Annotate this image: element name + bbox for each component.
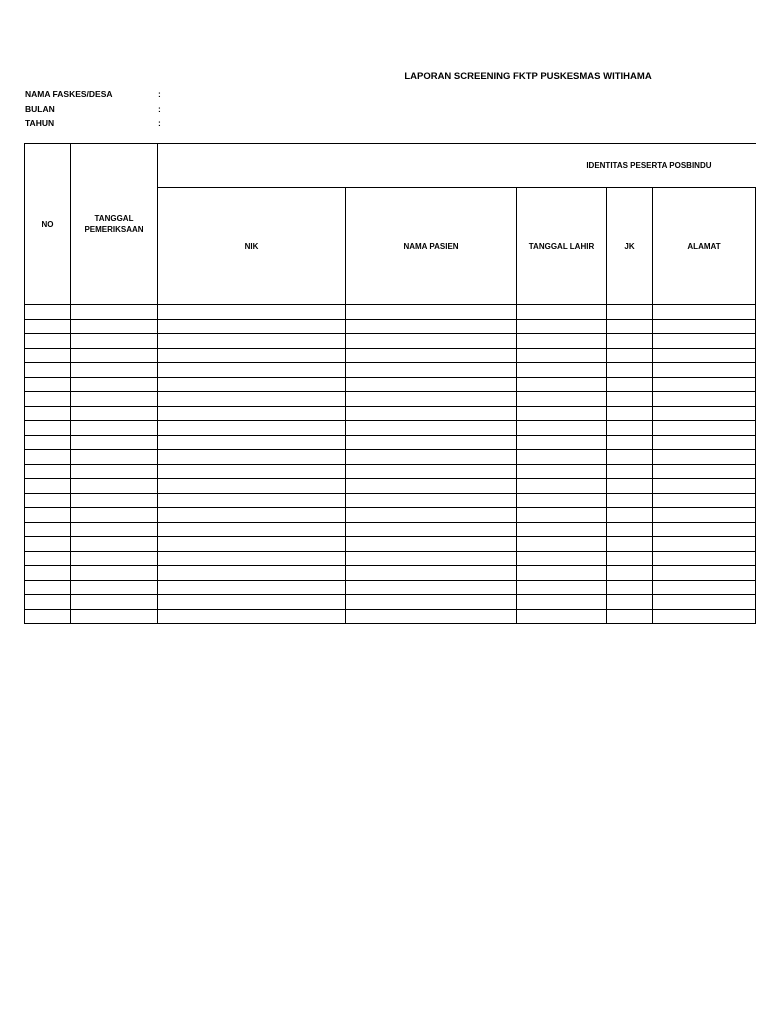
table-row <box>25 479 756 494</box>
cell-tanggal-lahir <box>517 392 607 407</box>
table-row <box>25 551 756 566</box>
table-body <box>25 305 756 624</box>
cell-tanggal-lahir <box>517 377 607 392</box>
table-row <box>25 377 756 392</box>
table-row <box>25 493 756 508</box>
cell-nama-pasien <box>346 566 517 581</box>
cell-no <box>25 464 71 479</box>
cell-no <box>25 551 71 566</box>
cell-jk <box>607 392 653 407</box>
cell-tanggal-pemeriksaan <box>71 305 158 320</box>
cell-jk <box>607 580 653 595</box>
cell-jk <box>607 464 653 479</box>
cell-tanggal-pemeriksaan <box>71 421 158 436</box>
cell-alamat <box>653 464 756 479</box>
cell-alamat <box>653 479 756 494</box>
cell-nama-pasien <box>346 595 517 610</box>
meta-colon: : <box>158 118 161 128</box>
report-title: LAPORAN SCREENING FKTP PUSKESMAS WITIHAMA <box>404 71 652 82</box>
cell-tanggal-lahir <box>517 319 607 334</box>
cell-tanggal-lahir <box>517 450 607 465</box>
cell-jk <box>607 493 653 508</box>
cell-tanggal-lahir <box>517 566 607 581</box>
cell-tanggal-lahir <box>517 421 607 436</box>
cell-jk <box>607 479 653 494</box>
cell-tanggal-pemeriksaan <box>71 522 158 537</box>
cell-tanggal-lahir <box>517 537 607 552</box>
cell-nama-pasien <box>346 334 517 349</box>
cell-no <box>25 319 71 334</box>
cell-no <box>25 377 71 392</box>
cell-tanggal-lahir <box>517 595 607 610</box>
cell-nik <box>158 580 346 595</box>
table-row <box>25 406 756 421</box>
cell-jk <box>607 450 653 465</box>
table-row <box>25 363 756 378</box>
cell-no <box>25 435 71 450</box>
cell-nik <box>158 464 346 479</box>
cell-nama-pasien <box>346 363 517 378</box>
meta-row-tahun <box>25 116 161 131</box>
cell-tanggal-lahir <box>517 348 607 363</box>
header-alamat: ALAMAT <box>653 188 756 305</box>
cell-nama-pasien <box>346 580 517 595</box>
table-row <box>25 305 756 320</box>
cell-tanggal-lahir <box>517 609 607 624</box>
cell-jk <box>607 421 653 436</box>
table-row <box>25 508 756 523</box>
table-row <box>25 348 756 363</box>
cell-alamat <box>653 377 756 392</box>
cell-alamat <box>653 522 756 537</box>
cell-jk <box>607 566 653 581</box>
cell-tanggal-pemeriksaan <box>71 450 158 465</box>
cell-nik <box>158 377 346 392</box>
cell-jk <box>607 508 653 523</box>
table-row <box>25 392 756 407</box>
cell-nama-pasien <box>346 319 517 334</box>
cell-alamat <box>653 508 756 523</box>
cell-no <box>25 406 71 421</box>
table-row <box>25 435 756 450</box>
cell-jk <box>607 609 653 624</box>
cell-alamat <box>653 609 756 624</box>
cell-tanggal-lahir <box>517 551 607 566</box>
cell-nama-pasien <box>346 348 517 363</box>
meta-label-tahun: TAHUN <box>25 118 55 128</box>
cell-nik <box>158 348 346 363</box>
table-row <box>25 464 756 479</box>
cell-nama-pasien <box>346 609 517 624</box>
cell-jk <box>607 377 653 392</box>
cell-nik <box>158 421 346 436</box>
cell-no <box>25 566 71 581</box>
cell-jk <box>607 435 653 450</box>
table-row <box>25 609 756 624</box>
cell-tanggal-lahir <box>517 493 607 508</box>
cell-tanggal-pemeriksaan <box>71 377 158 392</box>
cell-nik <box>158 493 346 508</box>
cell-alamat <box>653 435 756 450</box>
header-tanggal-pemeriksaan <box>71 144 158 305</box>
header-nama-pasien: NAMA PASIEN <box>346 188 517 305</box>
cell-nama-pasien <box>346 508 517 523</box>
cell-alamat <box>653 348 756 363</box>
meta-colon: : <box>158 103 161 114</box>
cell-tanggal-pemeriksaan <box>71 406 158 421</box>
cell-jk <box>607 595 653 610</box>
cell-alamat <box>653 493 756 508</box>
cell-jk <box>607 305 653 320</box>
cell-nama-pasien <box>346 435 517 450</box>
cell-tanggal-pemeriksaan <box>71 319 158 334</box>
cell-nama-pasien <box>346 392 517 407</box>
cell-tanggal-lahir <box>517 464 607 479</box>
cell-nik <box>158 508 346 523</box>
cell-jk <box>607 348 653 363</box>
cell-alamat <box>653 421 756 436</box>
cell-tanggal-pemeriksaan <box>71 595 158 610</box>
cell-tanggal-pemeriksaan <box>71 537 158 552</box>
meta-label-faskes: NAMA FASKES/DESA <box>25 89 113 99</box>
cell-tanggal-lahir <box>517 406 607 421</box>
cell-nik <box>158 305 346 320</box>
cell-alamat <box>653 566 756 581</box>
cell-no <box>25 479 71 494</box>
cell-jk <box>607 319 653 334</box>
table-row <box>25 319 756 334</box>
header-identitas-group: IDENTITAS PESERTA POSBINDU <box>158 144 756 188</box>
cell-no <box>25 450 71 465</box>
table-row <box>25 595 756 610</box>
cell-jk <box>607 537 653 552</box>
header-no: NO <box>25 144 71 305</box>
cell-alamat <box>653 595 756 610</box>
cell-no <box>25 595 71 610</box>
cell-tanggal-pemeriksaan <box>71 348 158 363</box>
cell-no <box>25 305 71 320</box>
cell-tanggal-lahir <box>517 479 607 494</box>
cell-alamat <box>653 406 756 421</box>
cell-alamat <box>653 392 756 407</box>
table-row <box>25 566 756 581</box>
cell-alamat <box>653 305 756 320</box>
cell-nama-pasien <box>346 493 517 508</box>
cell-jk <box>607 551 653 566</box>
cell-no <box>25 580 71 595</box>
cell-tanggal-pemeriksaan <box>71 392 158 407</box>
cell-nik <box>158 363 346 378</box>
cell-nik <box>158 319 346 334</box>
meta-row-bulan <box>25 102 161 117</box>
cell-tanggal-pemeriksaan <box>71 551 158 566</box>
cell-nik <box>158 450 346 465</box>
cell-jk <box>607 334 653 349</box>
cell-nama-pasien <box>346 305 517 320</box>
table-row <box>25 580 756 595</box>
cell-nik <box>158 566 346 581</box>
meta-row-faskes <box>25 87 161 102</box>
cell-nik <box>158 522 346 537</box>
header-row-group <box>25 144 756 188</box>
header-tanggal-line1: TANGGAL <box>94 214 134 223</box>
cell-nik <box>158 609 346 624</box>
cell-nama-pasien <box>346 537 517 552</box>
table-row <box>25 334 756 349</box>
cell-tanggal-pemeriksaan <box>71 479 158 494</box>
header-tanggal-line2: PEMERIKSAAN <box>84 225 144 234</box>
cell-no <box>25 537 71 552</box>
cell-tanggal-lahir <box>517 522 607 537</box>
meta-label-bulan: BULAN <box>25 103 55 114</box>
cell-tanggal-lahir <box>517 580 607 595</box>
cell-nama-pasien <box>346 421 517 436</box>
cell-nama-pasien <box>346 522 517 537</box>
cell-tanggal-pemeriksaan <box>71 580 158 595</box>
cell-nik <box>158 551 346 566</box>
cell-jk <box>607 363 653 378</box>
cell-nik <box>158 435 346 450</box>
cell-alamat <box>653 551 756 566</box>
cell-alamat <box>653 319 756 334</box>
cell-tanggal-lahir <box>517 334 607 349</box>
header-jk: JK <box>607 188 653 305</box>
cell-alamat <box>653 537 756 552</box>
cell-nik <box>158 479 346 494</box>
cell-alamat <box>653 450 756 465</box>
cell-nama-pasien <box>346 377 517 392</box>
header-nik: NIK <box>158 188 346 305</box>
cell-tanggal-pemeriksaan <box>71 609 158 624</box>
cell-no <box>25 334 71 349</box>
cell-no <box>25 392 71 407</box>
cell-tanggal-pemeriksaan <box>71 363 158 378</box>
cell-no <box>25 348 71 363</box>
meta-colon: : <box>158 89 161 99</box>
cell-no <box>25 522 71 537</box>
cell-nama-pasien <box>346 551 517 566</box>
cell-tanggal-pemeriksaan <box>71 566 158 581</box>
cell-nik <box>158 537 346 552</box>
cell-tanggal-pemeriksaan <box>71 435 158 450</box>
cell-jk <box>607 406 653 421</box>
cell-nik <box>158 334 346 349</box>
cell-no <box>25 609 71 624</box>
report-meta <box>25 87 161 131</box>
cell-alamat <box>653 580 756 595</box>
cell-alamat <box>653 334 756 349</box>
cell-tanggal-pemeriksaan <box>71 493 158 508</box>
cell-tanggal-pemeriksaan <box>71 508 158 523</box>
cell-no <box>25 363 71 378</box>
cell-nama-pasien <box>346 450 517 465</box>
cell-tanggal-pemeriksaan <box>71 464 158 479</box>
cell-alamat <box>653 363 756 378</box>
cell-nik <box>158 392 346 407</box>
cell-tanggal-lahir <box>517 435 607 450</box>
cell-no <box>25 508 71 523</box>
cell-nama-pasien <box>346 479 517 494</box>
cell-tanggal-lahir <box>517 363 607 378</box>
screening-table <box>24 143 756 624</box>
cell-no <box>25 493 71 508</box>
cell-tanggal-lahir <box>517 508 607 523</box>
cell-jk <box>607 522 653 537</box>
cell-tanggal-lahir <box>517 305 607 320</box>
cell-nama-pasien <box>346 406 517 421</box>
cell-tanggal-pemeriksaan <box>71 334 158 349</box>
cell-no <box>25 421 71 436</box>
cell-nik <box>158 406 346 421</box>
cell-nama-pasien <box>346 464 517 479</box>
table-row <box>25 421 756 436</box>
header-tanggal-lahir: TANGGAL LAHIR <box>517 188 607 305</box>
cell-nik <box>158 595 346 610</box>
table-row <box>25 450 756 465</box>
table-row <box>25 537 756 552</box>
table-row <box>25 522 756 537</box>
